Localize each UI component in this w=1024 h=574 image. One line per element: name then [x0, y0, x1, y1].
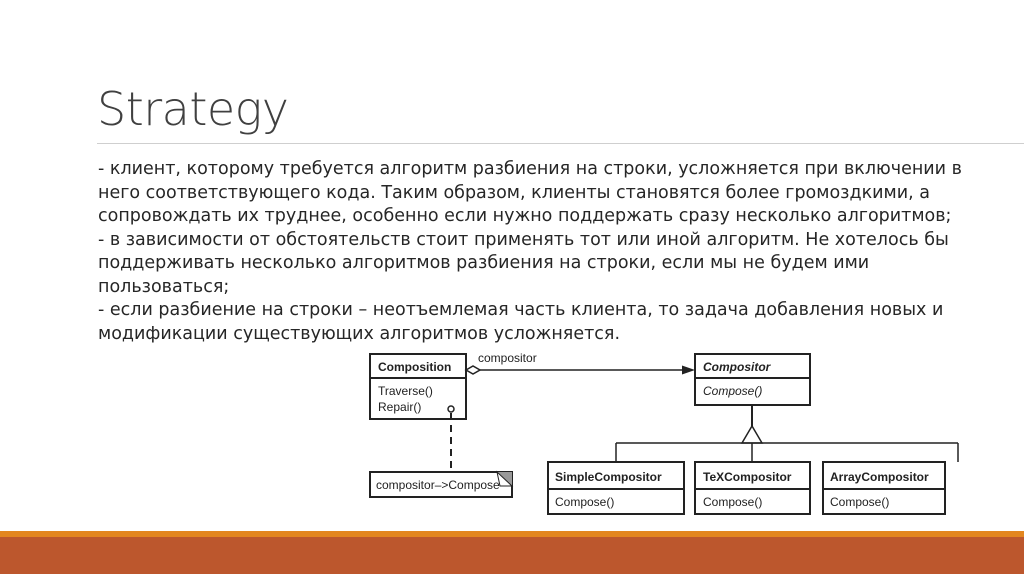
compositor-method: Compose()	[703, 384, 763, 398]
note-anchor-icon	[448, 406, 454, 412]
body-line: него соответствующего кода. Таким образом, клиенты становятся более громоздкими, а	[98, 182, 930, 203]
simplecompositor-method: Compose()	[555, 495, 615, 509]
association-label: compositor	[478, 351, 537, 365]
arraycompositor-name: ArrayCompositor	[830, 470, 929, 484]
slide-title: Strategy	[97, 82, 289, 136]
body-line: сопровождать их труднее, особенно если нужно поддержать сразу несколько алгоритмов;	[98, 206, 952, 226]
aggregation-diamond-icon	[466, 366, 480, 374]
body-line: модификации существующих алгоритмов усложняется.	[98, 323, 621, 344]
footer-bar	[0, 537, 1024, 574]
arrowhead-icon	[682, 366, 695, 375]
body-line: - в зависимости от обстоятельств стоит применять тот или иной алгоритм. Не хотелось бы	[98, 229, 949, 250]
compositor-name: Compositor	[703, 360, 771, 374]
inheritance-triangle-icon	[742, 426, 762, 443]
note-text: compositor–>Compose	[376, 478, 500, 492]
composition-name: Composition	[378, 360, 452, 374]
body-line: поддерживать несколько алгоритмов разбиения на строки, если мы не будем ими	[98, 253, 870, 273]
simplecompositor-name: SimpleCompositor	[555, 470, 662, 484]
texcompositor-method: Compose()	[703, 495, 763, 509]
body-line: пользоваться;	[98, 276, 230, 297]
composition-method: Traverse()	[378, 384, 433, 398]
arraycompositor-method: Compose()	[830, 495, 890, 509]
body-line: - если разбиение на строки – неотъемлемая часть клиента, то задача добавления новых и	[98, 300, 944, 320]
texcompositor-name: TeXCompositor	[703, 470, 792, 484]
body-line: - клиент, которому требуется алгоритм разбиения на строки, усложняется при включении в	[98, 159, 962, 179]
composition-method: Repair()	[378, 400, 422, 414]
